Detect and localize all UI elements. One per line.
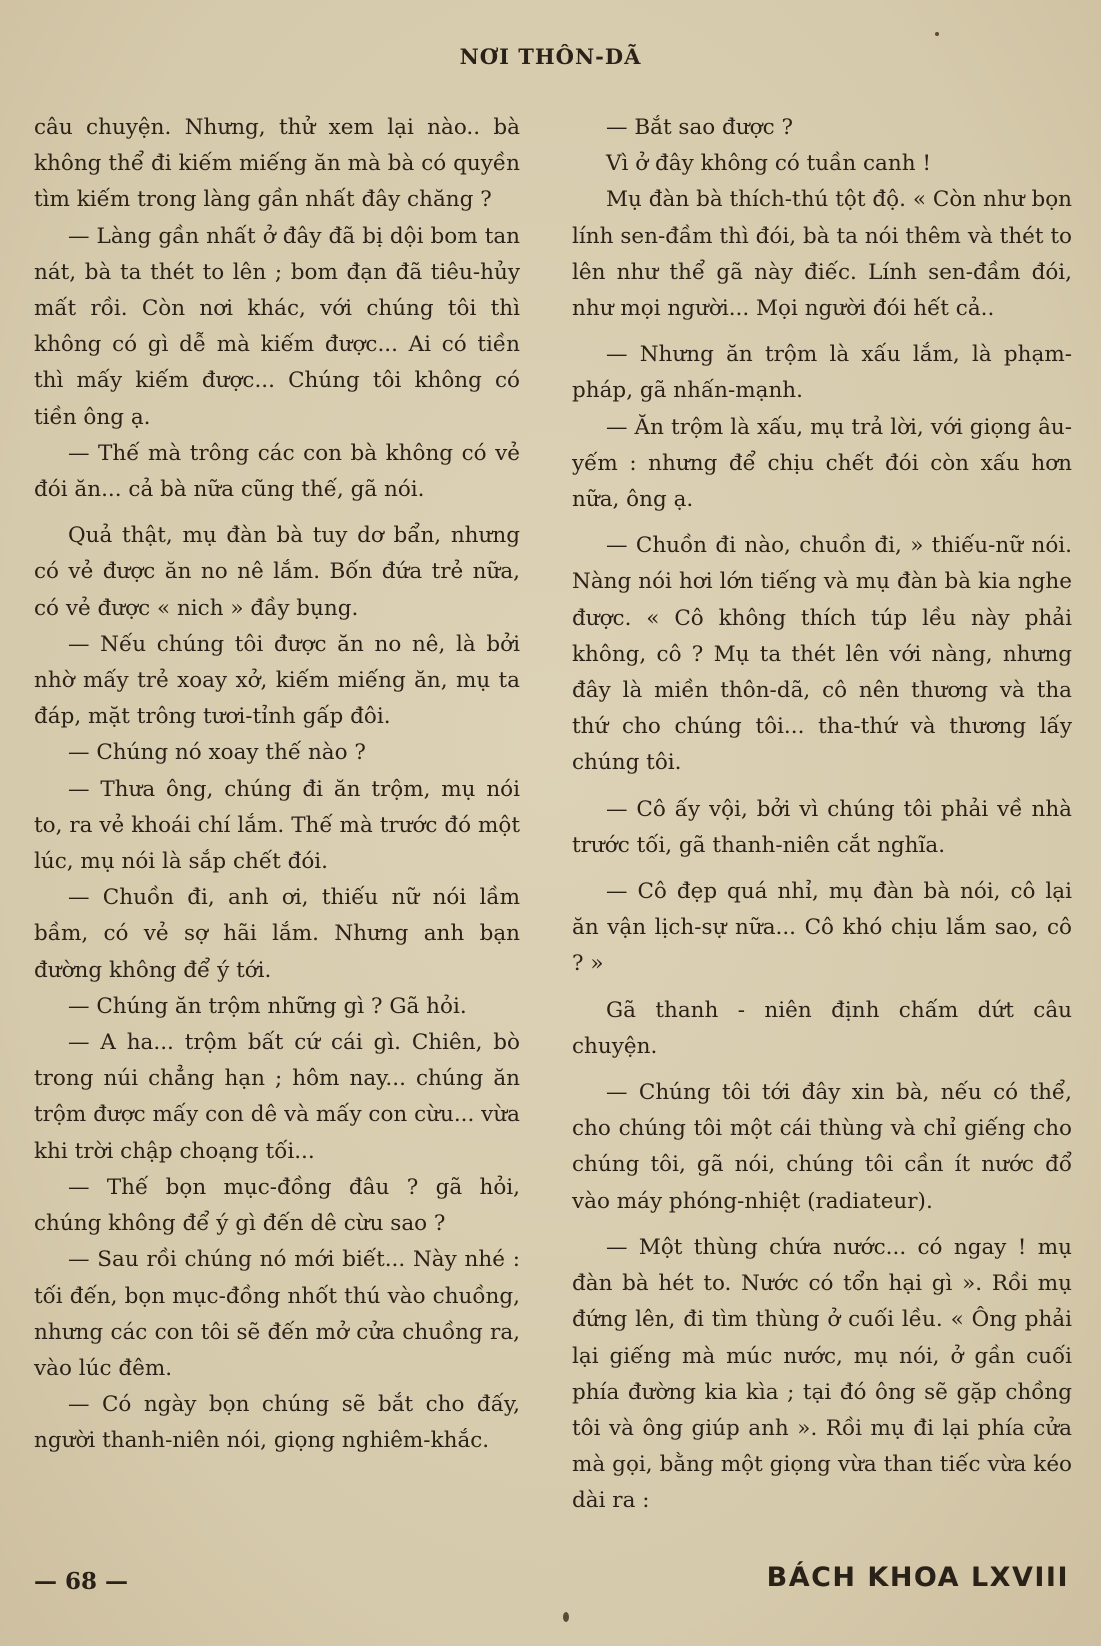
paragraph: — Thưa ông, chúng đi ăn trộm, mụ nói to, ra vẻ khoái chí lắm. Thế mà trước đó một lúc, mụ nói là sắp chết đói. bbox=[34, 776, 520, 875]
paragraph: — Thế mà trông các con bà không có vẻ đói ăn... cả bà nữa cũng thế, gã nói. bbox=[34, 440, 520, 503]
paragraph: — Cô ấy vội, bởi vì chúng tôi phải về nhà trước tối, gã thanh-niên cắt nghĩa. bbox=[572, 796, 1072, 858]
left-text-column bbox=[34, 110, 520, 1460]
paragraph: — Sau rồi chúng nó mới biết... Này nhé : tối đến, bọn mục-đồng nhốt thú vào chuồng, nhưng các con tôi sẽ đến mở cửa chuồng ra, vào lúc đêm. bbox=[34, 1247, 520, 1381]
paragraph: — Chúng tôi tới đây xin bà, nếu có thể, cho chúng tôi một cái thùng và chỉ giếng cho chúng tôi, gã nói, chúng tôi cần ít nước đổ vào máy phóng-nhiệt (radiateur). bbox=[572, 1080, 1072, 1214]
page-number: — 68 — bbox=[34, 1568, 129, 1595]
paragraph: — Bắt sao được ? bbox=[606, 115, 794, 140]
paragraph: — Chuồn đi nào, chuồn đi, » thiếu-nữ nói. Nàng nói hơi lớn tiếng và mụ đàn bà kia nghe được. « Cô không thích túp lều này phải không, cô ? Mụ ta thét lên với nàng, nhưng đây là miền thôn-dã, cô nên thương và tha thứ cho chúng tôi... tha-thứ và thương lấy chúng tôi. bbox=[572, 533, 1072, 776]
paragraph: — Nhưng ăn trộm là xấu lắm, là phạm-pháp, gã nhấn-mạnh. bbox=[572, 342, 1072, 404]
ink-speck bbox=[935, 32, 939, 36]
paragraph: Vì ở đây không có tuần canh ! bbox=[606, 151, 932, 177]
paragraph: — A ha... trộm bất cứ cái gì. Chiên, bò trong núi chẳng hạn ; hôm nay... chúng ăn trộm được mấy con dê và mấy con cừu... vừa khi trời chập choạng tối... bbox=[34, 1030, 520, 1164]
paragraph: — Nếu chúng tôi được ăn no nê, là bởi nhờ mấy trẻ xoay xở, kiếm miếng ăn, mụ ta đáp, mặt trông tươi-tỉnh gấp đôi. bbox=[34, 631, 520, 730]
paragraph: — Làng gần nhất ở đây đã bị dội bom tan nát, bà ta thét to lên ; bom đạn đã tiêu-hủy mất rồi. Còn nơi khác, với chúng tôi thì không có gì dễ mà kiếm được... Ai có tiền thì mấy kiếm được... Chúng tôi không có tiền ông ạ. bbox=[34, 223, 520, 430]
paragraph: — Có ngày bọn chúng sẽ bắt cho đấy, người thanh-niên nói, giọng nghiêm-khắc. bbox=[34, 1392, 520, 1454]
right-text-column bbox=[572, 110, 1072, 1520]
paragraph: — Một thùng chứa nước... có ngay ! mụ đàn bà hét to. Nước có tổn hại gì ». Rồi mụ đứng lên, đi tìm thùng ở cuối lều. « Ông phải lại giếng mà múc nước, mụ nói, ở gần cuối phía đường kia kìa ; tại đó ông sẽ gặp chồng tôi và ông giúp anh ». Rồi mụ đi lại phía cửa mà gọi, bằng một giọng vừa than tiếc vừa kéo dài ra : bbox=[572, 1234, 1072, 1514]
paragraph: — Chúng nó xoay thế nào ? bbox=[68, 740, 366, 766]
ink-speck bbox=[563, 1612, 569, 1622]
paragraph: — Chúng ăn trộm những gì ? Gã hỏi. bbox=[68, 993, 467, 1019]
running-head: NƠI THÔN-DÃ bbox=[459, 44, 642, 69]
paragraph: — Chuồn đi, anh ơi, thiếu nữ nói lầm bầm, có vẻ sợ hãi lắm. Nhưng anh bạn đường không để ý tới. bbox=[34, 885, 520, 983]
paragraph: — Thế bọn mục-đồng đâu ? gã hỏi, chúng không để ý gì đến dê cừu sao ? bbox=[34, 1174, 520, 1237]
paragraph: — Cô đẹp quá nhỉ, mụ đàn bà nói, cô lại ăn vận lịch-sự nữa... Cô khó chịu lắm sao, cô ? » bbox=[572, 879, 1072, 977]
paragraph: Gã thanh - niên định chấm dứt câu chuyện. bbox=[572, 997, 1072, 1059]
publication-name: BÁCH KHOA LXVIII bbox=[766, 1562, 1069, 1593]
paragraph: Mụ đàn bà thích-thú tột độ. « Còn như bọn lính sen-đầm thì đói, bà ta nói thêm và thét to lên như thể gã này điếc. Lính sen-đầm đói, như mọi người... Mọi người đói hết cả.. bbox=[572, 187, 1072, 322]
paragraph: Quả thật, mụ đàn bà tuy dơ bẩn, nhưng có vẻ được ăn no nê lắm. Bốn đứa trẻ nữa, có vẻ được « nich » đầy bụng. bbox=[34, 523, 520, 621]
paragraph: câu chuyện. Nhưng, thử xem lại nào.. bà không thể đi kiếm miếng ăn mà bà có quyền tìm kiếm trong làng gần nhất đây chăng ? bbox=[34, 115, 520, 213]
paragraph: — Ăn trộm là xấu, mụ trả lời, với giọng âu-yếm : nhưng để chịu chết đói còn xấu hơn nữa, ông ạ. bbox=[572, 414, 1072, 513]
